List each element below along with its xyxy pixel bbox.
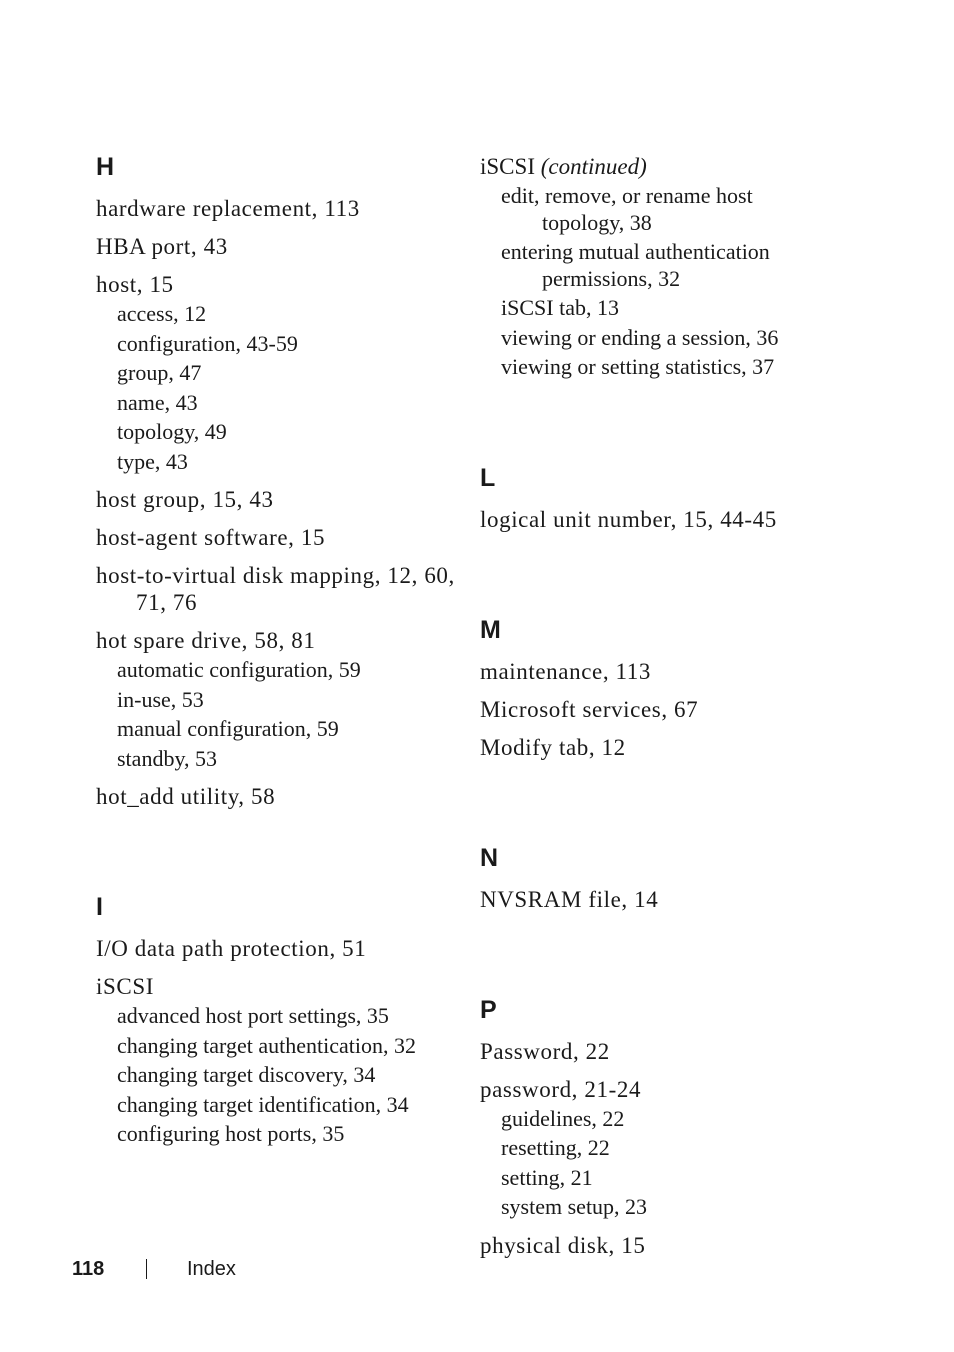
section-gap (480, 761, 840, 841)
index-subentry: name, 43 (117, 389, 198, 415)
index-entry: host, 15 (96, 272, 174, 297)
index-subentry: advanced host port settings, 35 (117, 1003, 389, 1028)
index-entry: iSCSI (96, 974, 154, 999)
index-entry: HBA port, 43 (96, 234, 228, 259)
index-entry: Microsoft services, 67 (480, 696, 699, 722)
index-subentry: in-use, 53 (117, 686, 204, 712)
section-letter-h: H (96, 153, 115, 181)
index-entry: password, 21-24 (480, 1076, 642, 1102)
section-letter-m: M (480, 615, 501, 644)
footer-divider (146, 1259, 147, 1279)
index-entry: hot_add utility, 58 (96, 784, 276, 809)
index-subentry: configuring host ports, 35 (117, 1121, 345, 1146)
index-entry: NVSRAM file, 14 (480, 886, 659, 912)
index-subentry: group, 47 (117, 360, 202, 385)
index-entry: host-to-virtual disk mapping, 12, 60, 71, 76 (96, 563, 455, 615)
index-entry: host-agent software, 15 (96, 525, 326, 550)
index-subentry: standby, 53 (117, 745, 218, 771)
section-letter-n: N (480, 843, 499, 872)
index-subentry: resetting, 22 (501, 1135, 610, 1160)
index-entry: physical disk, 15 (480, 1232, 646, 1258)
index-subentry: entering mutual authentication permissions, 32 (501, 239, 770, 291)
index-subentry: viewing or setting statistics, 37 (501, 354, 775, 379)
index-entry: hot spare drive, 58, 81 (96, 628, 316, 653)
index-column-right (480, 150, 840, 1259)
index-entry: host group, 15, 43 (96, 487, 274, 512)
section-gap (480, 381, 840, 461)
index-entry: hardware replacement, 113 (96, 196, 360, 221)
continued-heading (480, 150, 840, 184)
index-subentry: changing target identification, 34 (117, 1091, 409, 1117)
index-entry: maintenance, 113 (480, 658, 651, 684)
page-number: 118 (72, 1258, 105, 1280)
index-subentry: viewing or ending a session, 36 (501, 324, 779, 350)
index-subentry: automatic configuration, 59 (117, 657, 361, 682)
index-subentry: manual configuration, 59 (117, 716, 339, 741)
index-entry: I/O data path protection, 51 (96, 936, 367, 961)
index-subentry: setting, 21 (501, 1164, 593, 1190)
index-subentry: system setup, 23 (501, 1194, 648, 1219)
index-subentry: topology, 49 (117, 419, 227, 444)
index-entry: Password, 22 (480, 1038, 610, 1064)
section-letter-i: I (96, 893, 103, 921)
index-subentry: edit, remove, or rename host topology, 38 (501, 183, 753, 235)
section-gap (480, 533, 840, 613)
index-subentry: guidelines, 22 (501, 1105, 625, 1131)
index-subentry: changing target authentication, 32 (117, 1032, 416, 1058)
continued-term: iSCSI (480, 154, 535, 179)
section-gap (480, 913, 840, 993)
index-entry: Modify tab, 12 (480, 734, 626, 760)
footer-title: Index (187, 1258, 236, 1280)
index-subentry: type, 43 (117, 448, 188, 474)
section-gap (96, 810, 466, 890)
index-subentry: configuration, 43-59 (117, 330, 298, 356)
section-letter-l: L (480, 463, 496, 492)
index-subentry: access, 12 (117, 301, 207, 326)
index-column-left (96, 150, 466, 1148)
index-subentry: iSCSI tab, 13 (501, 295, 619, 320)
index-entry: logical unit number, 15, 44-45 (480, 506, 777, 532)
index-subentry: changing target discovery, 34 (117, 1062, 376, 1087)
continued-note: (continued) (540, 154, 647, 179)
section-letter-p: P (480, 995, 497, 1024)
